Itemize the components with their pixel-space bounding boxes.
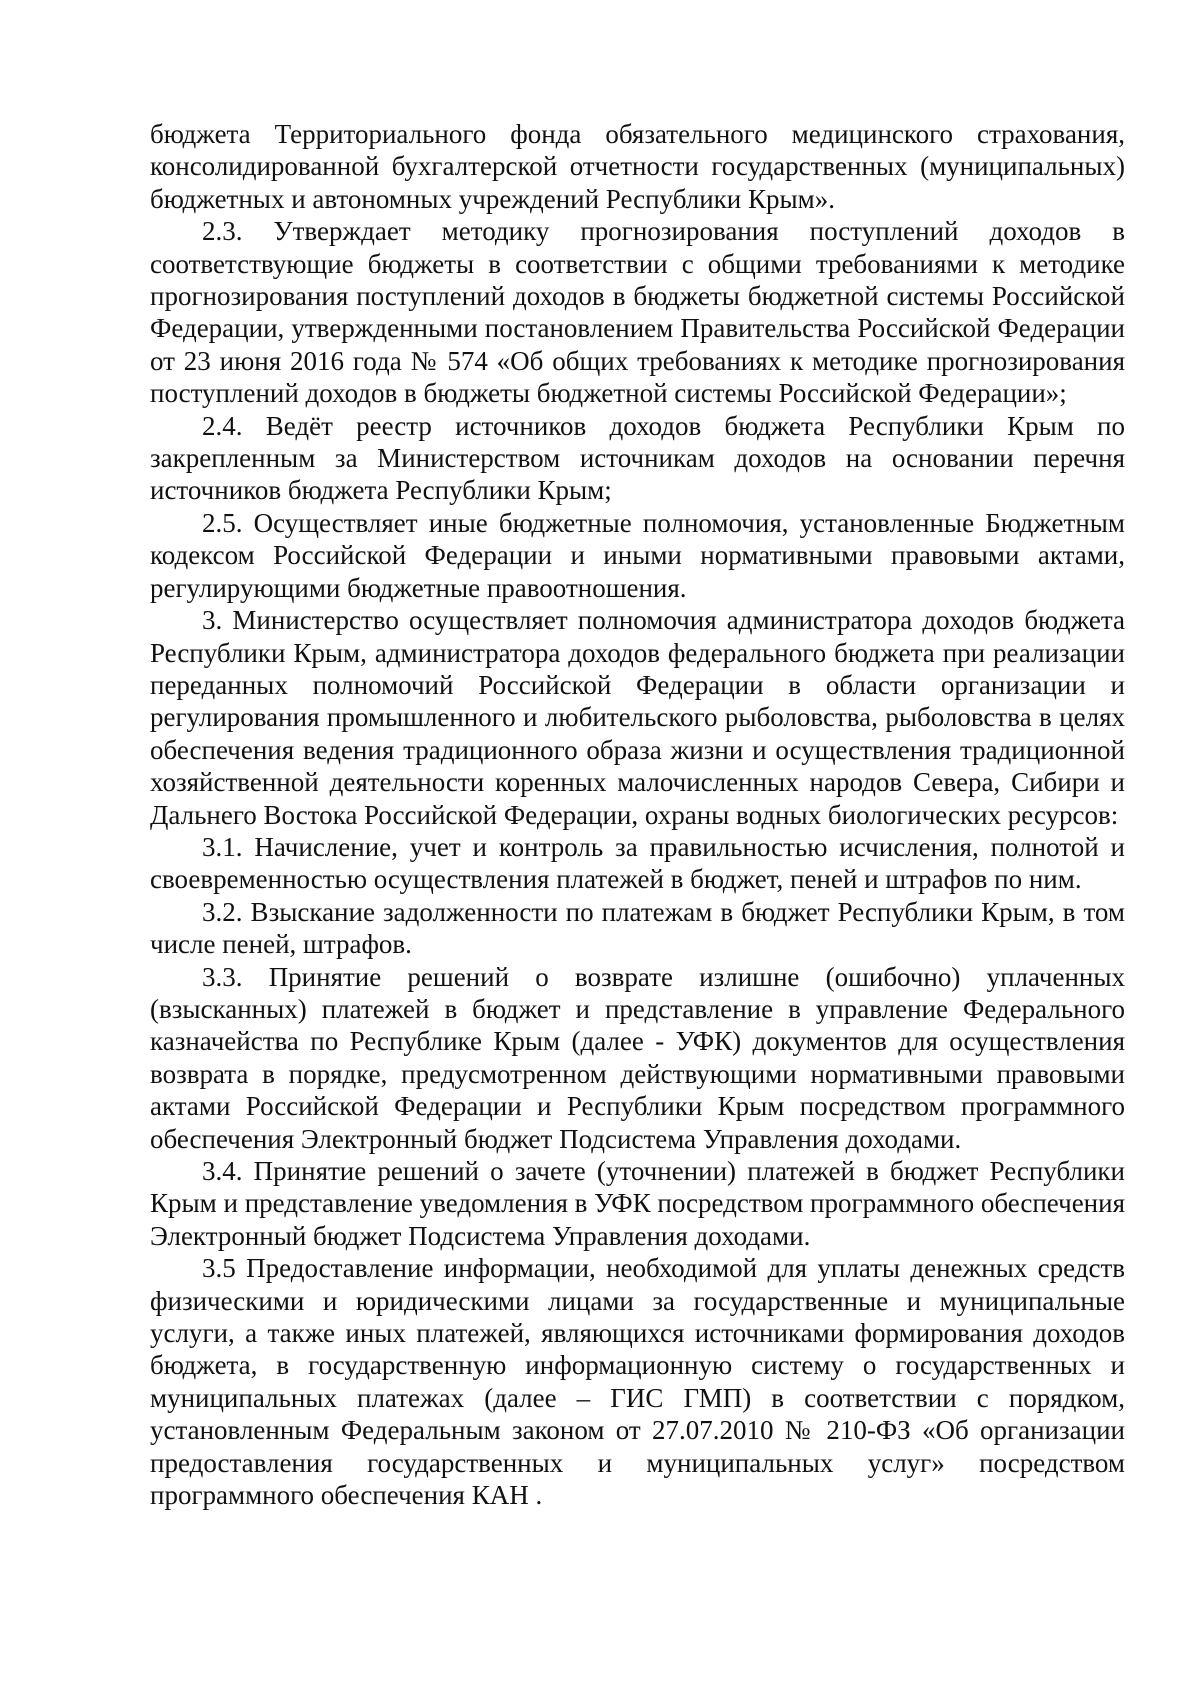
paragraph-continuation: бюджета Территориального фонда обязательного медицинского страхования, консолидированной бухгалтерской отчетности государственных (муниципальных) бюджетных и автономных учреждений Республики Крым». bbox=[150, 119, 1125, 214]
paragraph-2-3: 2.3. Утверждает методику прогнозирования поступлений доходов в соответствующие бюджеты в соответствии с общими требованиями к методике прогнозирования поступлений доходов в бюджеты бюджетной системы Российской Федерации, утвержденными постановлением Правительства Российской Федерации от 23 июня 2016 года № 574 «Об общих требованиях к методике прогнозирования поступлений доходов в бюджеты бюджетной системы Российской Федерации»; bbox=[150, 216, 1125, 409]
paragraph-3-2: 3.2. Взыскание задолженности по платежам в бюджет Республики Крым, в том числе пеней, штрафов. bbox=[150, 896, 1125, 960]
paragraph-2-5: 2.5. Осуществляет иные бюджетные полномочия, установленные Бюджетным кодексом Российской Федерации и иными нормативными правовыми актами, регулирующими бюджетные правоотношения. bbox=[150, 507, 1125, 603]
paragraph-3: 3. Министерство осуществляет полномочия администратора доходов бюджета Республики Крым, администратора доходов федерального бюджета при реализации переданных полномочий Российской Федерации в области организации и регулирования промышленного и любительского рыболовства, рыболовства в целях обеспечения ведения традиционного образа жизни и осуществления традиционной хозяйственной деятельности коренных малочисленных народов Севера, Сибири и Дальнего Востока Российской Федерации, охраны водных биологических ресурсов: bbox=[150, 605, 1125, 830]
paragraph-2-4: 2.4. Ведёт реестр источников доходов бюджета Республики Крым по закрепленным за Министерством источникам доходов на основании перечня источников бюджета Республики Крым; bbox=[150, 410, 1125, 506]
paragraph-3-4: 3.4. Принятие решений о зачете (уточнении) платежей в бюджет Республики Крым и представление уведомления в УФК посредством программного обеспечения Электронный бюджет Подсистема Управления доходами. bbox=[150, 1156, 1125, 1251]
paragraph-3-5: 3.5 Предоставление информации, необходимой для уплаты денежных средств физическими и юридическими лицами за государственные и муниципальные услуги, а также иных платежей, являющихся источниками формирования доходов бюджета, в государственную информационную систему о государственных и муниципальных платежах (далее – ГИС ГМП) в соответствии с порядком, установленным Федеральным законом от 27.07.2010 № 210-ФЗ «Об организации предоставления государственных и муниципальных услуг» посредством программного обеспечения КАН . bbox=[150, 1253, 1125, 1511]
paragraph-3-1: 3.1. Начисление, учет и контроль за правильностью исчисления, полнотой и своевременностью осуществления платежей в бюджет, пеней и штрафов по ним. bbox=[150, 831, 1125, 895]
document-body bbox=[150, 118, 1125, 1511]
paragraph-3-3: 3.3. Принятие решений о возврате излишне (ошибочно) уплаченных (взысканных) платежей в бюджет и представление в управление Федерального казначейства по Республике Крым (далее - УФК) документов для осуществления возврата в порядке, предусмотренном действующими нормативными правовыми актами Российской Федерации и Республики Крым посредством программного обеспечения Электронный бюджет Подсистема Управления доходами. bbox=[150, 961, 1125, 1154]
